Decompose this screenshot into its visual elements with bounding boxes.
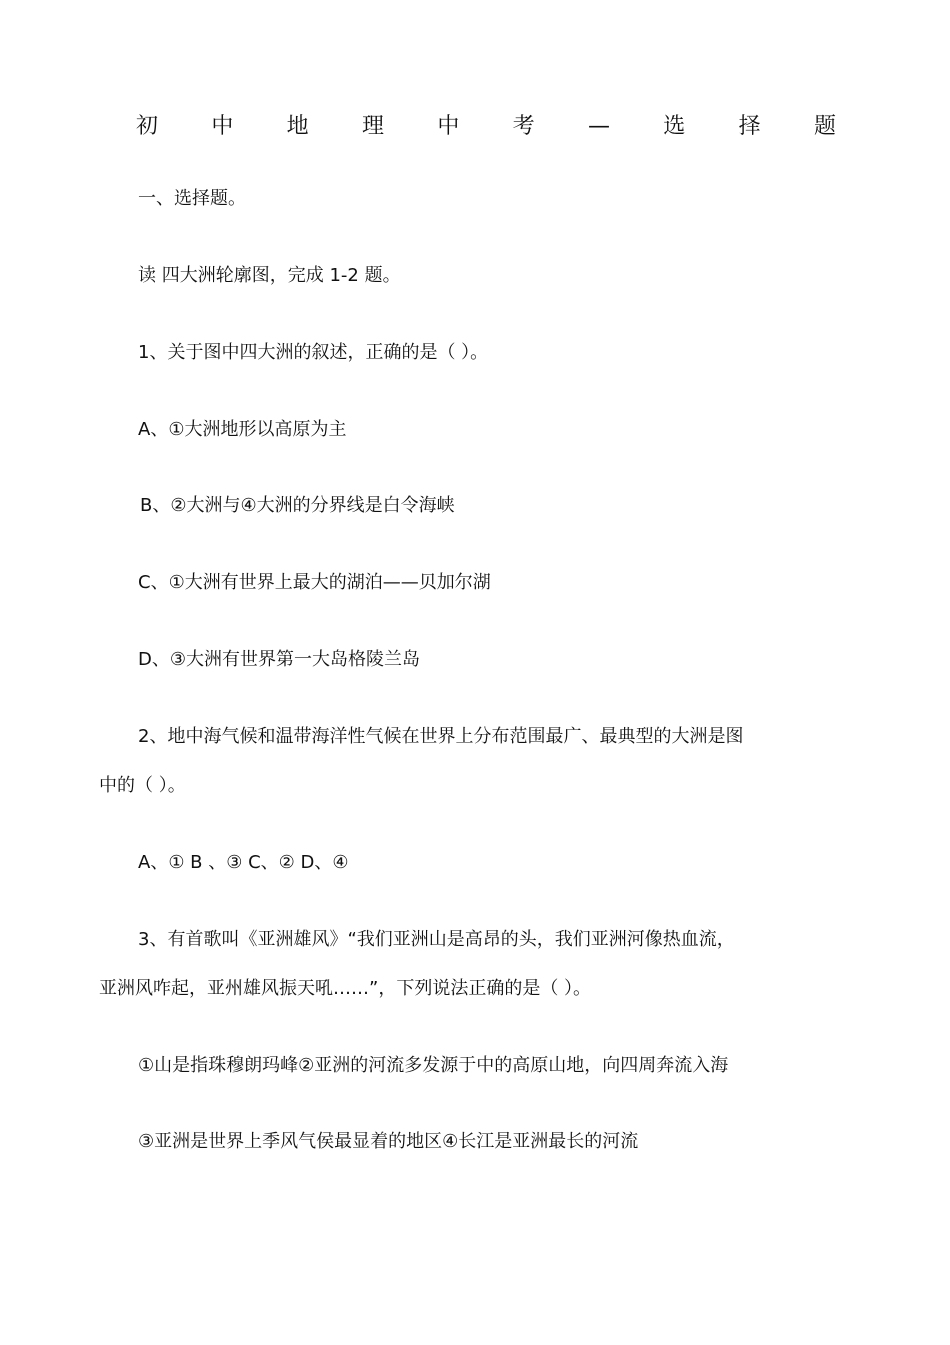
section-heading: 一、选择题。 xyxy=(138,188,246,209)
title-char: 选 xyxy=(663,114,686,139)
question-1-option-b: B、②大洲与④大洲的分界线是白令海峡 xyxy=(140,495,455,516)
question-3-statement-1: ①山是指珠穆朗玛峰②亚洲的河流多发源于中的高原山地，向四周奔流入海 xyxy=(138,1055,729,1076)
question-1-stem: 1、关于图中四大洲的叙述，正确的是（ ）。 xyxy=(138,342,489,363)
question-2-stem-line-2: 中的（ ）。 xyxy=(99,775,186,796)
title-char: 理 xyxy=(361,114,384,139)
title-char: 地 xyxy=(286,114,309,139)
page-title xyxy=(136,112,836,142)
title-char: 中 xyxy=(211,114,234,139)
intro-text: 读 四大洲轮廓图，完成 1-2 题。 xyxy=(138,265,401,286)
question-1-option-c: C、①大洲有世界上最大的湖泊——贝加尔湖 xyxy=(138,572,491,593)
title-char: 题 xyxy=(813,114,836,139)
title-char: 初 xyxy=(136,114,159,139)
question-1-option-d: D、③大洲有世界第一大岛格陵兰岛 xyxy=(138,649,420,670)
question-3-stem-line-1: 3、有首歌叫《亚洲雄风》“我们亚洲山是高昂的头，我们亚洲河像热血流， xyxy=(138,929,735,950)
title-char: 中 xyxy=(437,114,460,139)
question-1-option-a: A、①大洲地形以高原为主 xyxy=(138,419,347,440)
question-2-stem-line-1: 2、地中海气候和温带海洋性气候在世界上分布范围最广、最典型的大洲是图 xyxy=(138,726,744,747)
title-char: 择 xyxy=(738,114,761,139)
title-char: 考 xyxy=(512,114,535,139)
question-2-options: A、① B 、③ C、② D、④ xyxy=(138,852,349,873)
question-3-stem-line-2: 亚洲风咋起，亚州雄风振天吼……”，下列说法正确的是（ ）。 xyxy=(99,978,592,999)
question-3-statement-2: ③亚洲是世界上季风气侯最显着的地区④长江是亚洲最长的河流 xyxy=(138,1131,639,1152)
title-char: — xyxy=(587,114,610,139)
